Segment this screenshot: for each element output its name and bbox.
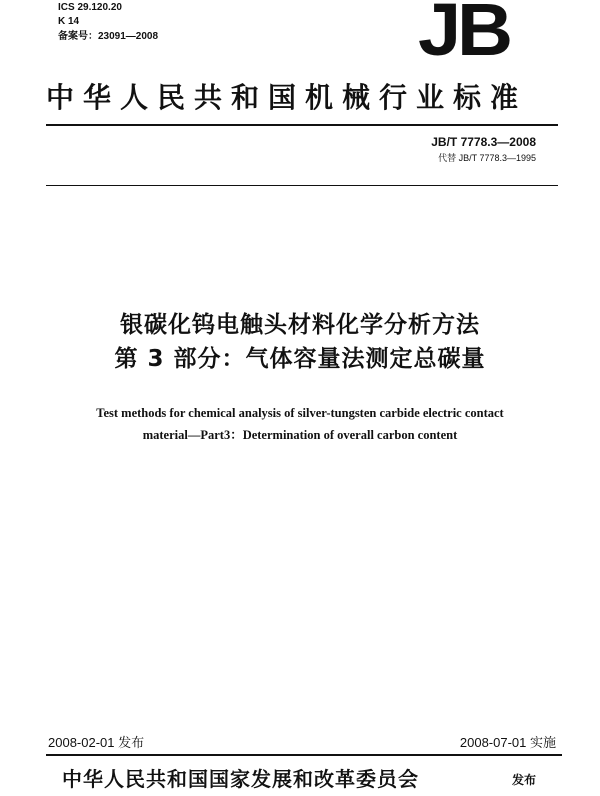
record-number: 备案号：23091—2008 <box>58 31 159 42</box>
title-cn-line2: 第 3 部分：气体容量法测定总碳量 <box>114 346 486 372</box>
title-cn-line1: 银碳化钨电触头材料化学分析方法 <box>120 312 480 338</box>
footer-rule <box>46 754 562 756</box>
jb-logo: JB <box>418 0 509 71</box>
replaces-standard: 代替 JB/T 7778.3—1995 <box>438 153 536 163</box>
number-rule <box>46 185 558 186</box>
issue-date: 2008-02-01 发布 <box>48 735 145 750</box>
title-en-line2: material—Part3：Determination of overall carbon content <box>142 428 458 442</box>
header-rule <box>46 124 558 126</box>
industry-standard-title: 中华人民共和国机械行业标准 <box>46 81 528 114</box>
category-code: K 14 <box>58 16 80 27</box>
issuer-suffix: 发布 <box>512 773 537 787</box>
title-en-line1: Test methods for chemical analysis of silver-tungsten carbide electric contact <box>96 406 504 420</box>
effective-date: 2008-07-01 实施 <box>459 735 556 750</box>
ics-code: ICS 29.120.20 <box>58 2 122 13</box>
issuing-authority: 中华人民共和国国家发展和改革委员会 <box>62 767 419 791</box>
standard-number: JB/T 7778.3—2008 <box>431 135 536 149</box>
